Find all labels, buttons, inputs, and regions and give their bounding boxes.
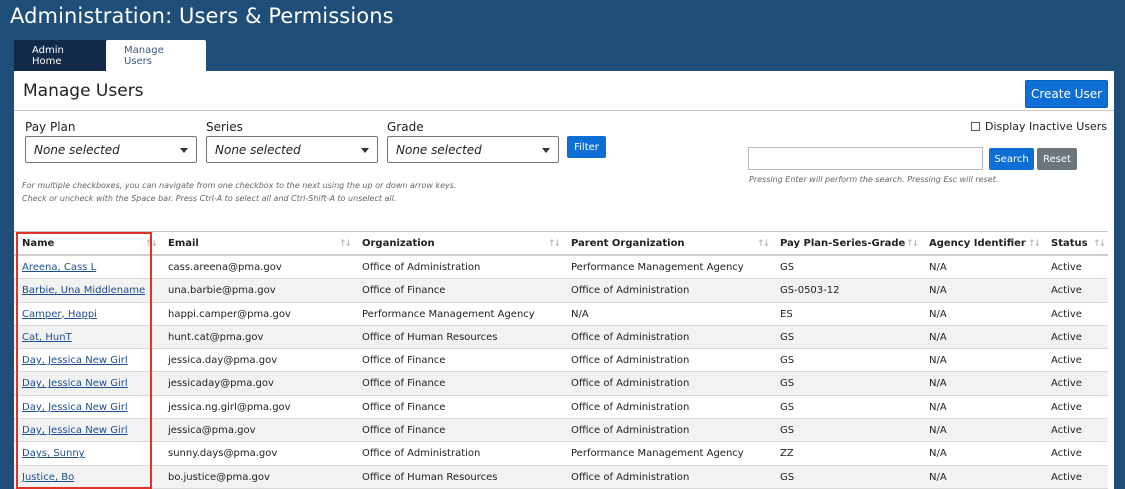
cell-email: jessica.ng.girl@pma.gov — [168, 401, 291, 413]
grade-value: None selected — [396, 143, 482, 157]
cell-status: Active — [1051, 262, 1082, 273]
cell-email: jessica@pma.gov — [168, 425, 256, 437]
cell-pay-plan-series-grade: ES — [780, 308, 793, 320]
cell-status: Active — [1051, 308, 1082, 320]
cell-name — [14, 303, 160, 325]
cell-email: cass.areena@pma.gov — [168, 262, 282, 273]
cell-name — [14, 349, 160, 371]
cell-status: Active — [1051, 355, 1082, 367]
column-header-name[interactable]: Name ↑↓ — [22, 238, 156, 249]
sort-icon: ↑↓ — [144, 239, 156, 249]
grade-label: Grade — [387, 120, 424, 134]
series-label: Series — [206, 120, 243, 134]
pay-plan-label: Pay Plan — [25, 120, 76, 134]
reset-button[interactable]: Reset — [1037, 148, 1077, 170]
grade-select[interactable] — [387, 136, 559, 163]
user-name-link[interactable]: Barbie, Una Middlename — [22, 285, 146, 297]
cell-name — [14, 372, 160, 394]
cell-parent-organization: Office of Administration — [571, 378, 690, 390]
user-name-link[interactable]: Day, Jessica New Girl — [22, 401, 128, 413]
cell-email: jessicaday@pma.gov — [168, 378, 274, 390]
cell-email: bo.justice@pma.gov — [168, 471, 270, 483]
pay-plan-value: None selected — [34, 143, 120, 157]
cell-pay-plan-series-grade: GS — [780, 331, 795, 343]
user-name-link[interactable]: Cat, HunT — [22, 331, 72, 343]
table-row — [14, 466, 1108, 489]
sort-icon: ↑↓ — [756, 239, 768, 249]
cell-status: Active — [1051, 401, 1082, 413]
cell-organization: Office of Human Resources — [362, 331, 498, 343]
pay-plan-select[interactable] — [25, 136, 197, 163]
cell-organization: Office of Finance — [362, 425, 446, 437]
cell-agency-identifier: N/A — [929, 401, 947, 413]
cell-parent-organization: N/A — [571, 308, 589, 320]
cell-pay-plan-series-grade: ZZ — [780, 448, 794, 460]
cell-name — [14, 419, 160, 441]
chevron-down-icon — [361, 148, 369, 153]
user-name-link[interactable]: Camper, Happi — [22, 308, 97, 320]
page-title: Manage Users — [23, 81, 144, 101]
tab-bar — [14, 40, 206, 72]
cell-agency-identifier: N/A — [929, 262, 947, 273]
cell-agency-identifier: N/A — [929, 378, 947, 390]
cell-pay-plan-series-grade: GS — [780, 262, 795, 273]
cell-pay-plan-series-grade: GS — [780, 378, 795, 390]
cell-parent-organization: Office of Administration — [571, 401, 690, 413]
search-button[interactable]: Search — [989, 148, 1034, 170]
cell-name — [14, 256, 160, 278]
sort-icon: ↑↓ — [905, 239, 917, 249]
cell-pay-plan-series-grade: GS-0503-12 — [780, 285, 840, 297]
manage-users-panel — [14, 71, 1114, 489]
table-row — [14, 349, 1108, 372]
cell-parent-organization: Office of Administration — [571, 285, 690, 297]
app-title: Administration: Users & Permissions — [10, 4, 394, 28]
cell-status: Active — [1051, 378, 1082, 390]
cell-agency-identifier: N/A — [929, 471, 947, 483]
cell-name — [14, 396, 160, 418]
column-header-organization[interactable]: Organization ↑↓ — [362, 238, 559, 249]
user-name-link[interactable]: Day, Jessica New Girl — [22, 355, 128, 367]
chevron-down-icon — [180, 148, 188, 153]
cell-pay-plan-series-grade: GS — [780, 401, 795, 413]
tab-admin-home[interactable]: Admin Home — [14, 40, 106, 72]
sort-icon: ↑↓ — [1027, 239, 1039, 249]
table-header — [14, 232, 1108, 256]
cell-organization: Office of Finance — [362, 401, 446, 413]
cell-organization: Office of Finance — [362, 378, 446, 390]
cell-status: Active — [1051, 285, 1082, 297]
cell-agency-identifier: N/A — [929, 425, 947, 437]
cell-parent-organization: Performance Management Agency — [571, 262, 744, 273]
sort-icon: ↑↓ — [547, 239, 559, 249]
cell-agency-identifier: N/A — [929, 285, 947, 297]
tab-manage-users[interactable]: Manage Users — [106, 40, 206, 72]
filter-help-text: Check or uncheck with the Space bar. Press Ctrl-A to select all and Ctrl-Shift-A to unselect all. — [22, 194, 397, 203]
cell-parent-organization: Office of Administration — [571, 425, 690, 437]
column-header-pay-plan-series-grade[interactable]: Pay Plan-Series-Grade ↑↓ — [780, 238, 917, 249]
cell-email: hunt.cat@pma.gov — [168, 331, 264, 343]
cell-agency-identifier: N/A — [929, 355, 947, 367]
cell-agency-identifier: N/A — [929, 331, 947, 343]
cell-email: happi.camper@pma.gov — [168, 308, 291, 320]
column-header-status[interactable]: Status ↑↓ — [1051, 238, 1104, 249]
user-name-link[interactable]: Areena, Cass L — [22, 262, 97, 273]
table-row — [14, 279, 1108, 302]
cell-name — [14, 326, 160, 348]
cell-organization: Office of Finance — [362, 285, 446, 297]
cell-agency-identifier: N/A — [929, 308, 947, 320]
cell-organization: Performance Management Agency — [362, 308, 535, 320]
search-input[interactable] — [748, 147, 983, 170]
cell-email: jessica.day@pma.gov — [168, 355, 278, 367]
column-header-parent-organization[interactable]: Parent Organization ↑↓ — [571, 238, 768, 249]
cell-name — [14, 466, 160, 488]
user-name-link[interactable]: Justice, Bo — [22, 471, 75, 483]
chevron-down-icon — [542, 148, 550, 153]
table-row — [14, 256, 1108, 279]
filter-help-text: For multiple checkboxes, you can navigate from one checkbox to the next using the up or down arrow keys. — [22, 181, 457, 190]
cell-status: Active — [1051, 471, 1082, 483]
search-help-text: Pressing Enter will perform the search. Pressing Esc will reset. — [749, 175, 999, 184]
cell-status: Active — [1051, 448, 1082, 460]
cell-organization: Office of Human Resources — [362, 471, 498, 483]
sort-icon: ↑↓ — [338, 239, 350, 249]
cell-organization: Office of Administration — [362, 262, 481, 273]
table-row — [14, 326, 1108, 349]
cell-parent-organization: Performance Management Agency — [571, 448, 744, 460]
cell-agency-identifier: N/A — [929, 448, 947, 460]
cell-email: una.barbie@pma.gov — [168, 285, 276, 297]
cell-status: Active — [1051, 425, 1082, 437]
cell-pay-plan-series-grade: GS — [780, 471, 795, 483]
table-row — [14, 396, 1108, 419]
table-body — [14, 256, 1108, 489]
table-row — [14, 442, 1108, 465]
table-row — [14, 303, 1108, 326]
table-row — [14, 372, 1108, 395]
create-user-button[interactable]: Create User — [1025, 80, 1108, 108]
cell-organization: Office of Finance — [362, 355, 446, 367]
cell-pay-plan-series-grade: GS — [780, 425, 795, 437]
cell-status: Active — [1051, 331, 1082, 343]
series-select[interactable] — [206, 136, 378, 163]
user-name-link[interactable]: Day, Jessica New Girl — [22, 378, 128, 390]
cell-email: sunny.days@pma.gov — [168, 448, 278, 460]
cell-parent-organization: Office of Administration — [571, 471, 690, 483]
display-inactive-label: Display Inactive Users — [985, 120, 1107, 133]
table-row — [14, 419, 1108, 442]
filter-button[interactable]: Filter — [567, 136, 606, 158]
user-name-link[interactable]: Days, Sunny — [22, 448, 85, 460]
display-inactive-option[interactable] — [971, 120, 1107, 133]
column-header-email[interactable]: Email ↑↓ — [168, 238, 350, 249]
cell-parent-organization: Office of Administration — [571, 331, 690, 343]
cell-name — [14, 279, 160, 301]
sort-icon: ↑↓ — [1092, 239, 1104, 249]
display-inactive-checkbox[interactable] — [971, 122, 980, 131]
cell-organization: Office of Administration — [362, 448, 481, 460]
panel-header — [14, 71, 1114, 111]
cell-pay-plan-series-grade: GS — [780, 355, 795, 367]
cell-parent-organization: Office of Administration — [571, 355, 690, 367]
users-table — [14, 231, 1108, 489]
user-name-link[interactable]: Day, Jessica New Girl — [22, 425, 128, 437]
series-value: None selected — [215, 143, 301, 157]
cell-name — [14, 442, 160, 464]
column-header-agency-identifier[interactable]: Agency Identifier ↑↓ — [929, 238, 1039, 249]
